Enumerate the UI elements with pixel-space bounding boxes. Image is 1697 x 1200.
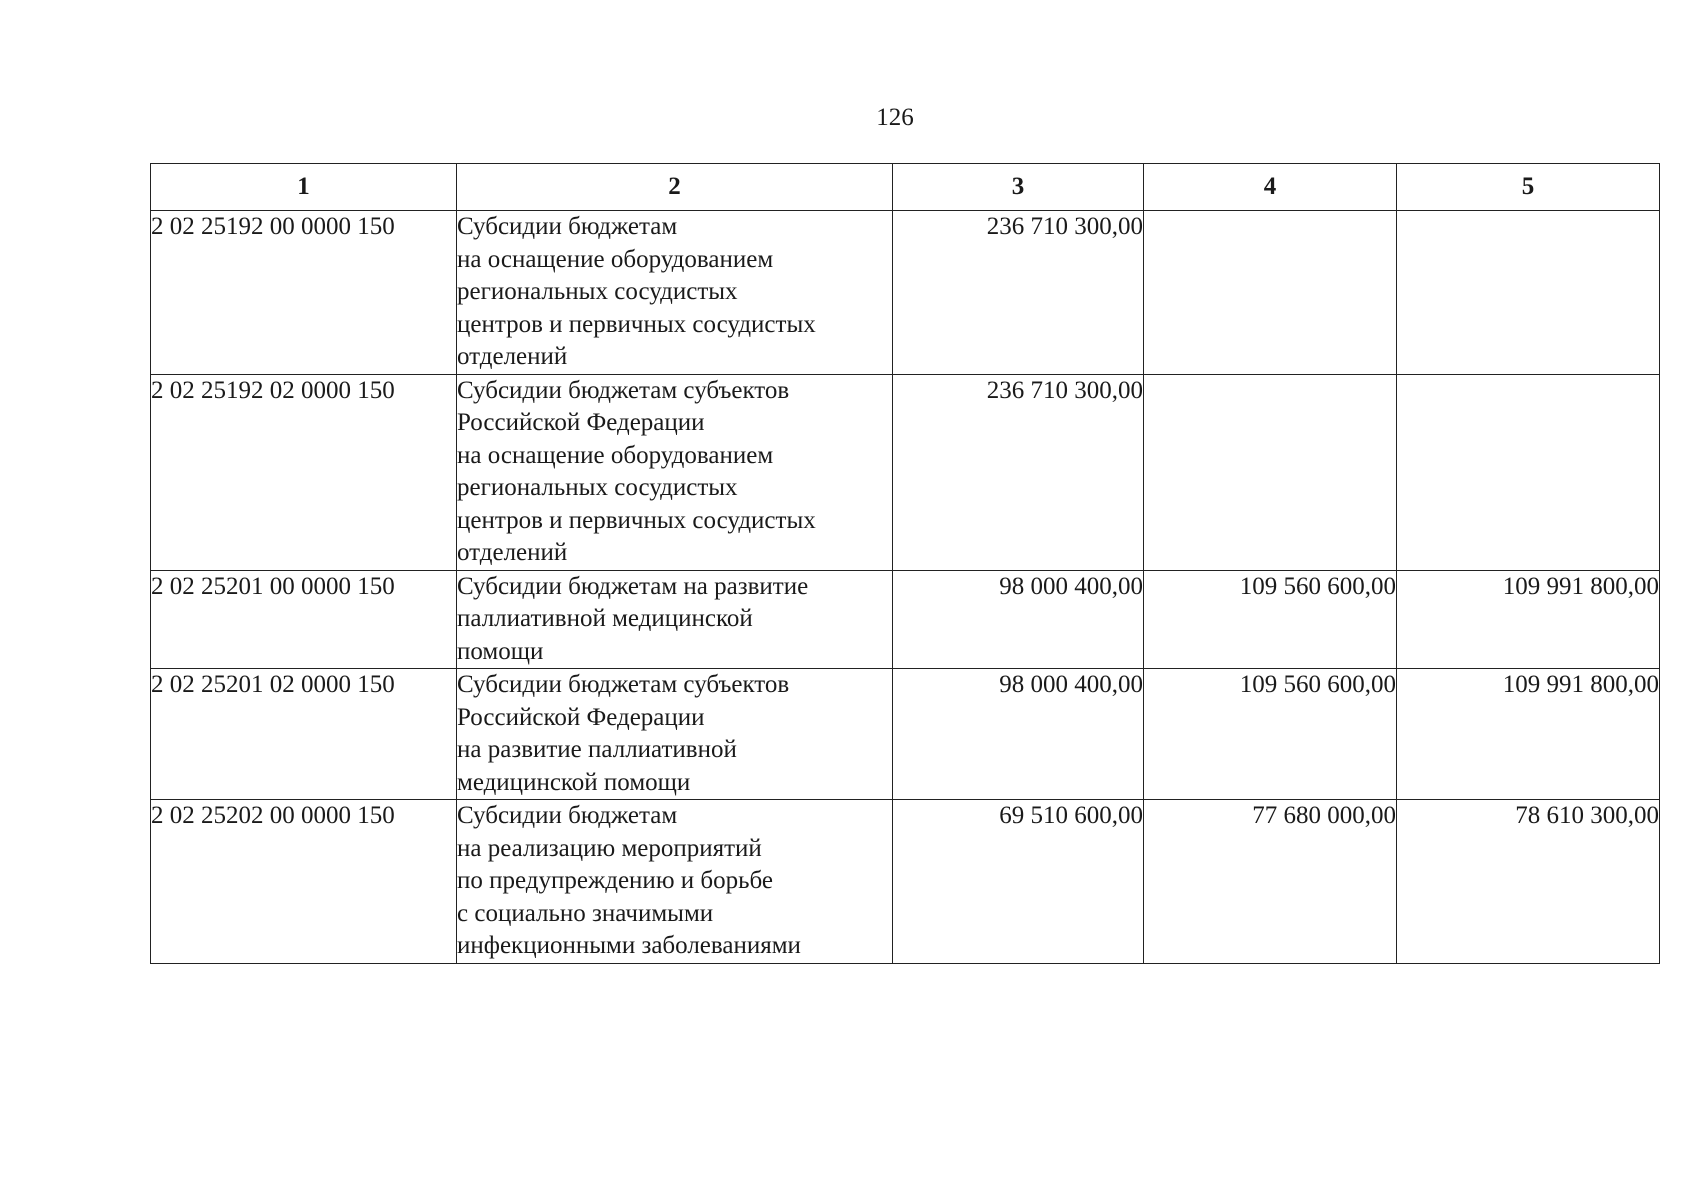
row-value-col3: 69 510 600,00 [893,800,1144,964]
row-name-line: на развитие паллиативной [457,736,737,763]
row-name-line: центров и первичных сосудистых [457,310,816,338]
table-row [151,374,1660,570]
row-value-col5: 109 991 800,00 [1397,570,1660,669]
row-name-line: Субсидии бюджетам субъектов [457,376,790,404]
row-value-col4 [1144,374,1397,570]
row-code: 2 02 25192 00 0000 150 [151,211,457,375]
row-name-line: отделений [457,539,568,566]
row-name-line: Российской Федерации [457,409,705,436]
table-row [151,800,1660,964]
table-row [151,570,1660,669]
row-name-line: на реализацию мероприятий [457,834,762,862]
table-row [151,669,1660,800]
row-name-line: на оснащение оборудованием [457,441,774,469]
row-name-line: Субсидии бюджетам [457,802,678,829]
row-value-col5: 109 991 800,00 [1397,669,1660,800]
row-name-line: региональных сосудистых [457,278,738,305]
row-name-line: на оснащение оборудованием [457,245,774,273]
row-code: 2 02 25192 02 0000 150 [151,374,457,570]
page-number: 126 [876,104,914,131]
row-name-line: инфекционными заболеваниями [457,932,801,959]
row-name [457,374,893,570]
row-value-col5 [1397,374,1660,570]
row-name [457,800,893,964]
row-value-col3: 236 710 300,00 [893,374,1144,570]
row-name-line: паллиативной медицинской [457,605,753,632]
table-row [151,211,1660,375]
row-value-col4: 109 560 600,00 [1144,669,1397,800]
budget-table [150,163,1660,964]
row-name-line: медицинской помощи [457,768,691,796]
row-name [457,211,893,375]
row-name-line: отделений [457,343,568,370]
row-value-col4: 77 680 000,00 [1144,800,1397,964]
header-col-3: 3 [893,164,1144,211]
row-name [457,570,893,669]
header-col-4: 4 [1144,164,1397,211]
header-col-5: 5 [1397,164,1660,211]
row-value-col3: 98 000 400,00 [893,669,1144,800]
row-name-line: помощи [457,637,544,665]
row-value-col3: 236 710 300,00 [893,211,1144,375]
row-value-col4 [1144,211,1397,375]
table-body [151,211,1660,964]
row-code: 2 02 25201 00 0000 150 [151,570,457,669]
table-header [151,164,1660,211]
row-name-line: центров и первичных сосудистых [457,506,816,534]
row-name-line: по предупреждению и борьбе [457,867,773,894]
row-name-line: Российской Федерации [457,703,705,731]
row-value-col5 [1397,211,1660,375]
row-value-col3: 98 000 400,00 [893,570,1144,669]
row-name-line: Субсидии бюджетам на развитие [457,572,809,600]
row-value-col5: 78 610 300,00 [1397,800,1660,964]
header-row [151,164,1660,211]
header-col-2: 2 [457,164,893,211]
row-name [457,669,893,800]
row-code: 2 02 25202 00 0000 150 [151,800,457,964]
header-col-1: 1 [151,164,457,211]
row-name-line: Субсидии бюджетам субъектов [457,671,790,698]
row-code: 2 02 25201 02 0000 150 [151,669,457,800]
row-name-line: региональных сосудистых [457,474,738,501]
row-name-line: Субсидии бюджетам [457,213,678,240]
row-value-col4: 109 560 600,00 [1144,570,1397,669]
row-name-line: с социально значимыми [457,899,714,927]
